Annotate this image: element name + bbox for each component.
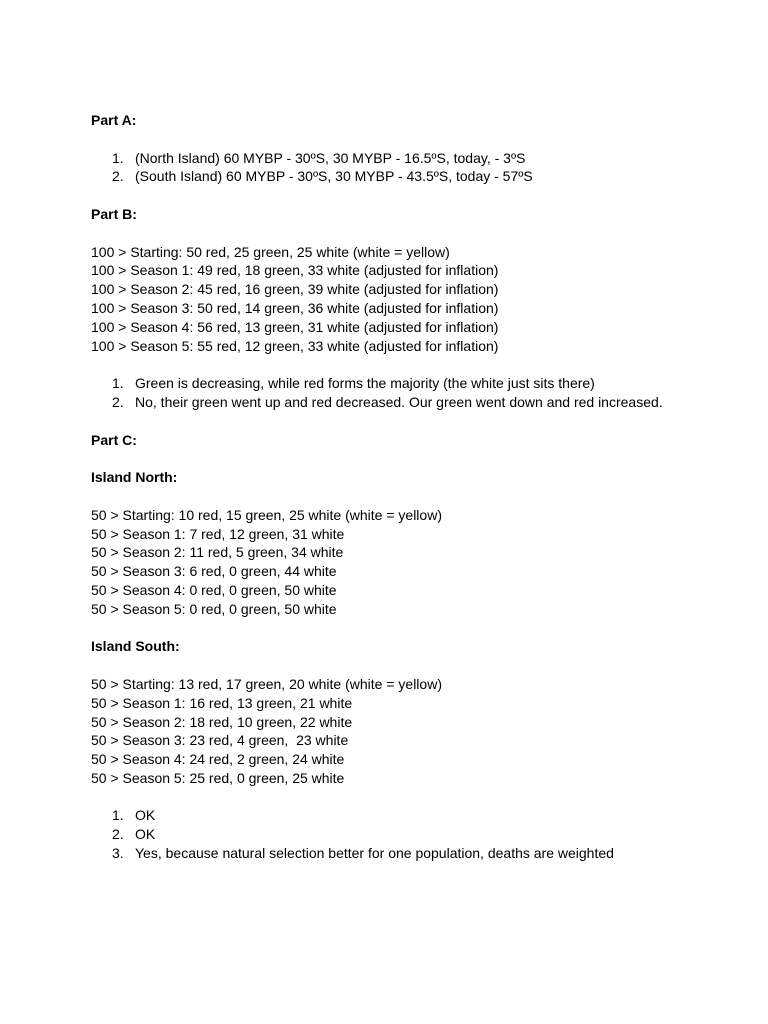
list-number: 1. [112, 807, 124, 824]
list-item-text: (South Island) 60 MYBP - 30ºS, 30 MYBP - 43.5ºS, today - 57ºS [135, 168, 533, 185]
data-line: 100 > Starting: 50 red, 25 green, 25 white (white = yellow) [91, 243, 450, 260]
list-item-text: Yes, because natural selection better for one population, deaths are weighted [135, 845, 614, 862]
list-item [91, 825, 751, 844]
data-line: 50 > Season 2: 11 red, 5 green, 34 white [91, 544, 344, 561]
document-page [91, 111, 751, 863]
data-line: 50 > Season 5: 25 red, 0 green, 25 white [91, 769, 345, 786]
spacer [91, 186, 751, 205]
data-line: 100 > Season 3: 50 red, 14 green, 36 white (adjusted for inflation) [91, 299, 499, 316]
list-number: 2. [112, 826, 124, 843]
list-item [91, 149, 751, 168]
list-number: 1. [112, 149, 124, 166]
list-number: 2. [112, 168, 124, 185]
spacer [91, 487, 751, 506]
data-line: 50 > Season 1: 7 red, 12 green, 31 white [91, 525, 345, 542]
list-item [91, 393, 751, 412]
list-item-text: (North Island) 60 MYBP - 30ºS, 30 MYBP - 16.5ºS, today, - 3ºS [135, 149, 526, 166]
list-item-text: OK [135, 826, 156, 843]
data-line: 50 > Starting: 13 red, 17 green, 20 white (white = yellow) [91, 675, 442, 692]
part-b-heading: Part B: [91, 205, 137, 222]
data-line: 50 > Season 2: 18 red, 10 green, 22 white [91, 713, 353, 730]
list-item [91, 806, 751, 825]
list-number: 2. [112, 393, 124, 410]
data-line: 50 > Season 5: 0 red, 0 green, 50 white [91, 600, 337, 617]
list-item-text: No, their green went up and red decreased. Our green went down and red increased. [135, 393, 663, 410]
spacer [91, 449, 751, 468]
list-item [91, 374, 751, 393]
part-a-heading: Part A: [91, 112, 137, 128]
data-line: 50 > Season 4: 0 red, 0 green, 50 white [91, 581, 337, 598]
list-number: 1. [112, 375, 124, 392]
data-line: 100 > Season 5: 55 red, 12 green, 33 white (adjusted for inflation) [91, 337, 499, 354]
data-line: 50 > Season 1: 16 red, 13 green, 21 white [91, 694, 353, 711]
data-line: 50 > Season 3: 6 red, 0 green, 44 white [91, 563, 337, 580]
island-south-heading: Island South: [91, 638, 180, 655]
spacer [91, 788, 751, 807]
list-item [91, 167, 751, 186]
data-line: 50 > Season 3: 23 red, 4 green, 23 white [91, 732, 349, 749]
spacer [91, 224, 751, 243]
list-item [91, 844, 751, 863]
spacer [91, 656, 751, 675]
list-item-text: Green is decreasing, while red forms the majority (the white just sits there) [135, 375, 595, 392]
spacer [91, 619, 751, 638]
spacer [91, 130, 751, 149]
data-line: 50 > Season 4: 24 red, 2 green, 24 white [91, 751, 345, 768]
list-item-text: OK [135, 807, 156, 824]
data-line: 100 > Season 2: 45 red, 16 green, 39 white (adjusted for inflation) [91, 281, 499, 298]
spacer [91, 355, 751, 374]
list-number: 3. [112, 845, 124, 862]
data-line: 100 > Season 1: 49 red, 18 green, 33 white (adjusted for inflation) [91, 262, 499, 279]
island-north-heading: Island North: [91, 469, 178, 486]
part-c-heading: Part C: [91, 431, 137, 448]
spacer [91, 412, 751, 431]
data-line: 50 > Starting: 10 red, 15 green, 25 white (white = yellow) [91, 506, 442, 523]
data-line: 100 > Season 4: 56 red, 13 green, 31 white (adjusted for inflation) [91, 318, 499, 335]
